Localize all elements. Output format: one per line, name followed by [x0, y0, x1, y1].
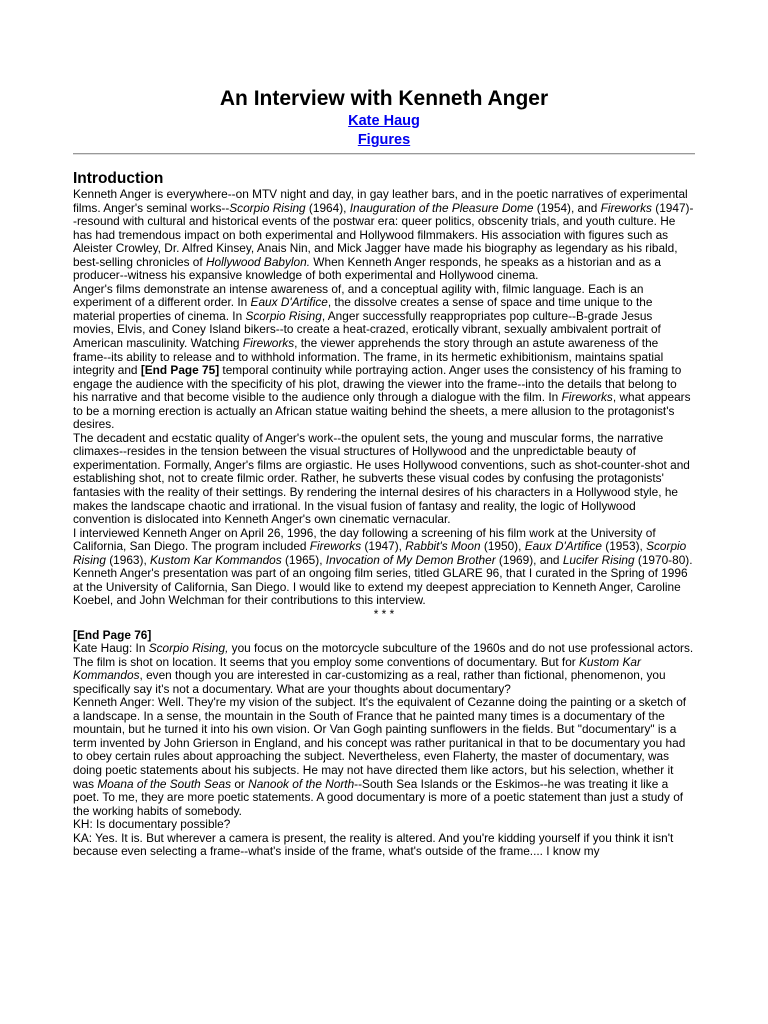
italic-title: Eaux D'Artifice	[250, 295, 328, 310]
text-run: (1947),	[361, 539, 406, 554]
figures-line	[73, 131, 695, 150]
text-run: (1965),	[281, 552, 326, 567]
italic-title: Invocation of My Demon Brother	[325, 552, 496, 567]
interview-paragraphs	[73, 642, 695, 859]
paragraph	[73, 283, 695, 432]
italic-title: Scorpio Rising	[245, 308, 322, 323]
figures-link[interactable]: Figures	[357, 132, 411, 148]
paragraph	[73, 818, 695, 832]
article-body	[73, 188, 695, 859]
paragraph	[73, 188, 695, 283]
paragraph	[73, 832, 695, 859]
italic-title: Inauguration of the Pleasure Dome	[349, 200, 534, 215]
text-run: (1954), and	[533, 200, 601, 215]
italic-title: Fireworks	[561, 390, 613, 405]
paragraph	[73, 527, 695, 608]
italic-title: Scorpio Rising,	[148, 641, 229, 656]
text-run: (1969), and	[495, 552, 563, 567]
page-marker-inline: [End Page 75]	[140, 363, 220, 378]
italic-title: Fireworks	[600, 200, 652, 215]
italic-title: Rabbit's Moon	[405, 539, 481, 554]
text-run: (1964),	[305, 200, 350, 215]
italic-title: Hollywood Babylon.	[205, 254, 311, 269]
text-run: --South Sea Islands or the Eskimos--he was treating it like a poet. To me, they are more poetic statements. A good documentary is more of a poetic statement than just a study of the working habits of somebody.	[73, 776, 684, 818]
article	[73, 86, 695, 859]
text-run: , the viewer apprehends the story through an astute awareness of the frame--its ability to release and to withhold information. The frame, in its hermetic exhibitionism, maintains spatial integrity and	[73, 336, 664, 378]
paragraph	[73, 642, 695, 696]
text-run: The decadent and ecstatic quality of Anger's work--the opulent sets, the young and muscular forms, the narrative climaxes--resides in the tension between the visual structures of Hollywood and the unpredictable beauty of experimentation. Formally, Anger's films are orgiastic. He uses Hollywood conventions, such as shot-counter-shot and establishing shot, not to create filmic order. Rather, he subverts these visual codes by confusing the protagonists' fantasies with the reality of their settings. By rendering the internal desires of his characters in a Hollywood style, he makes the landscape chaotic and irrational. In the visual fusion of fantasy and reality, the logic of Hollywood convention is dislocated into Kenneth Anger's own cinematic vernacular.	[73, 430, 690, 527]
text-run: I interviewed Kenneth Anger on April 26, 1996, the day following a screening of his film work at the University of California, San Diego. The program included	[73, 525, 656, 554]
text-run: , Anger successfully reappropriates pop culture--B-grade Jesus movies, Elvis, and Coney Island bikers--to create a heat-crazed, erotically vibrant, sexually ambivalent portrait of American masculinity. Watching	[73, 308, 661, 351]
header-divider	[73, 153, 695, 155]
section-heading: Introduction	[73, 170, 164, 187]
italic-title: Fireworks	[242, 336, 295, 351]
text-run: Kenneth Anger is everywhere--on MTV night and day, in gay leather bars, and in the poetic narratives of experimental films. Anger's seminal works--	[73, 187, 688, 215]
text-run: (1970-80). Kenneth Anger's presentation was part of an ongoing film series, titled GLARE 96, that I curated in the Spring of 1996 at the University of California, San Diego. I would like to extend my deepest appreciation to Kenneth Anger, Caroline Koebel, and John Welchman for their contributions to this interview.	[73, 552, 693, 608]
text-run: Anger's films demonstrate an intense awareness of, and a conceptual agility with, filmic language. Each is an experiment of a different order. In	[73, 281, 644, 310]
author-line	[73, 112, 695, 131]
italic-title: Kustom Kar Kommandos	[73, 654, 641, 683]
section-separator: * * *	[373, 606, 395, 621]
text-run: temporal continuity while portraying action. Anger uses the consistency of his framing to engage the audience with the specificity of his plot, drawing the viewer into the frame--into the details that belong to his narrative and that become visible to the audience only through a dialogue with the film. In	[73, 363, 682, 405]
author-link[interactable]: Kate Haug	[348, 113, 420, 129]
italic-title: Moana of the South Seas	[97, 776, 232, 791]
italic-title: Lucifer Rising	[562, 552, 635, 567]
text-run: Kenneth Anger: Well. They're my vision of the subject. It's the equivalent of Cezanne doing the painting or a sketch of a landscape. In a sense, the mountain in the South of France that he painted many times is a documentary of the mountain, but he turned it into his own vision. Or Van Gogh painting sunflowers in the fields. But "documentary" is a term invented by John Grierson in England, and his concept was rather puritanical in that to be documentary you had to obey certain rules about approaching the subject. Nevertheless, even Flaherty, the master of documentary, was doing poetic statements about his subjects. He may not have directed them like actors, but his selection, whether it was	[73, 695, 687, 791]
italic-title: Scorpio Rising	[73, 539, 687, 567]
text-run: (1950),	[480, 539, 525, 554]
italic-title: Nanook of the North	[248, 776, 355, 791]
article-title: An Interview with Kenneth Anger	[219, 87, 549, 110]
paragraph	[73, 696, 695, 818]
paragraph	[73, 432, 695, 527]
text-run: Kate Haug: In	[73, 641, 149, 656]
text-run: KH: Is documentary possible?	[73, 817, 231, 832]
text-run: , even though you are interested in car-customizing as a real, rather than fictional, phenomenon, you specifically say it's not a documentary. What are your thoughts about documentary?	[73, 668, 666, 696]
text-run: (1953),	[601, 539, 647, 554]
italic-title: Fireworks	[309, 539, 362, 554]
text-run: (1963),	[105, 552, 151, 567]
italic-title: Scorpio Rising	[229, 200, 306, 215]
text-run: KA: Yes. It is. But wherever a camera is present, the reality is altered. And you're kidding yourself if you think it isn't because even selecting a frame--what's inside of the frame, what's outside of the frame.... I know my	[73, 830, 674, 859]
italic-title: Kustom Kar Kommandos	[150, 552, 282, 567]
text-run: , the dissolve creates a sense of space and time unique to the material properties of cinema. In	[73, 295, 653, 323]
text-run: (1947)--resound with cultural and historical events of the postwar era: queer politics, obscenity trials, and youth culture. He has had tremendous impact on both experimental and Hollywood filmmakers. His association with figures such as Aleister Crowley, Dr. Alfred Kinsey, Anais Nin, and Mick Jagger have made his biography as legendary as his ribald, best-selling chronicles of	[73, 200, 694, 269]
intro-paragraphs	[73, 188, 695, 608]
italic-title: Eaux D'Artifice	[524, 539, 602, 554]
page-marker: [End Page 76]	[73, 627, 152, 642]
text-run: you focus on the motorcycle subculture of the 1960s and do not use professional actors. The film is shot on location. It seems that you employ some conventions of documentary. But for	[73, 641, 694, 669]
text-run: , what appears to be a morning erection is actually an African statue waiting behind the sheets, a mere allusion to the protagonist's desires.	[73, 390, 691, 432]
text-run: When Kenneth Anger responds, he speaks as a historian and as a producer--witness his expansive knowledge of both experimental and Hollywood cinema.	[73, 254, 661, 283]
text-run: or	[231, 776, 249, 791]
